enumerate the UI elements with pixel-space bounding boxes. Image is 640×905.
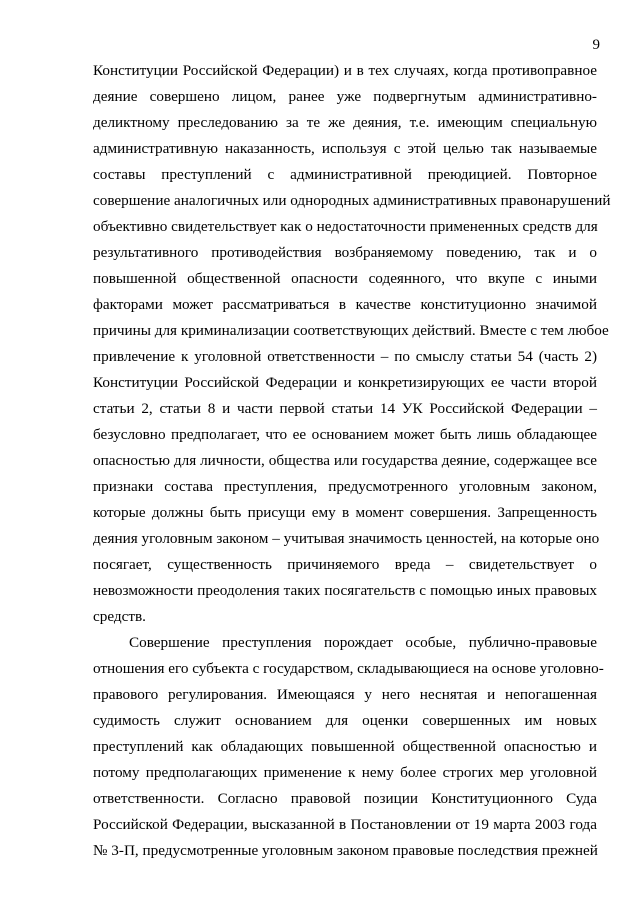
text-line: факторами может рассматриваться в качестве конституционно значимой [93,296,597,313]
text-line: признаки состава преступления, предусмотренного уголовным законом, [93,478,597,495]
text-line: деяния уголовным законом – учитывая значимость ценностей, на которые оно [93,530,600,547]
text-line: судимость служит основанием для оценки совершенных им новых [93,712,597,729]
text-line: преступлений как обладающих повышенной общественной опасностью и [93,738,597,755]
text-line: посягает, существенность причиняемого вреда – свидетельствует о [93,556,597,573]
text-line: повышенной общественной опасности содеянного, что вкупе с иными [93,270,597,287]
text-line: причины для криминализации соответствующих действий. Вместе с тем любое [93,322,609,339]
text-line: результативного противодействия возбраняемому поведению, так и о [93,244,597,261]
text-line: Конституции Российской Федерации) и в тех случаях, когда противоправное [93,62,597,79]
text-line: объективно свидетельствует как о недостаточности примененных средств для [93,218,598,235]
text-line: деяние совершено лицом, ранее уже подвергнутым административно- [93,88,597,105]
body-text [93,58,611,864]
text-line: привлечение к уголовной ответственности – по смыслу статьи 54 (часть 2) [93,348,597,365]
text-line: составы преступлений с административной преюдицией. Повторное [93,166,597,183]
text-line: средств. [93,608,146,625]
text-line: ответственности. Согласно правовой позиции Конституционного Суда [93,790,597,807]
text-line: статьи 2, статьи 8 и части первой статьи 14 УК Российской Федерации – [93,400,597,417]
text-line: невозможности преодоления таких посягательств с помощью иных правовых [93,582,597,599]
text-line: опасностью для личности, общества или государства деяние, содержащее все [93,452,597,469]
text-line: Конституции Российской Федерации и конкретизирующих ее части второй [93,374,597,391]
page-number: 9 [592,37,600,53]
text-line: деликтному преследованию за те же деяния, т.е. имеющим специальную [93,114,597,131]
text-line: потому предполагающих применение к нему более строгих мер уголовной [93,764,597,781]
text-line: административную наказанность, используя с этой целью так называемые [93,140,597,157]
text-line: безусловно предполагает, что ее основанием может быть лишь обладающее [93,426,597,443]
text-line: которые должны быть присущи ему в момент совершения. Запрещенность [93,504,597,521]
text-line: отношения его субъекта с государством, складывающиеся на основе уголовно- [93,660,604,677]
text-line: совершение аналогичных или однородных административных правонарушений [93,192,611,209]
text-line: № 3-П, предусмотренные уголовным законом правовые последствия прежней [93,842,598,859]
text-line: правового регулирования. Имеющаяся у него неснятая и непогашенная [93,686,597,703]
text-line: Совершение преступления порождает особые, публично-правовые [129,634,597,651]
text-line: Российской Федерации, высказанной в Постановлении от 19 марта 2003 года [93,816,597,833]
